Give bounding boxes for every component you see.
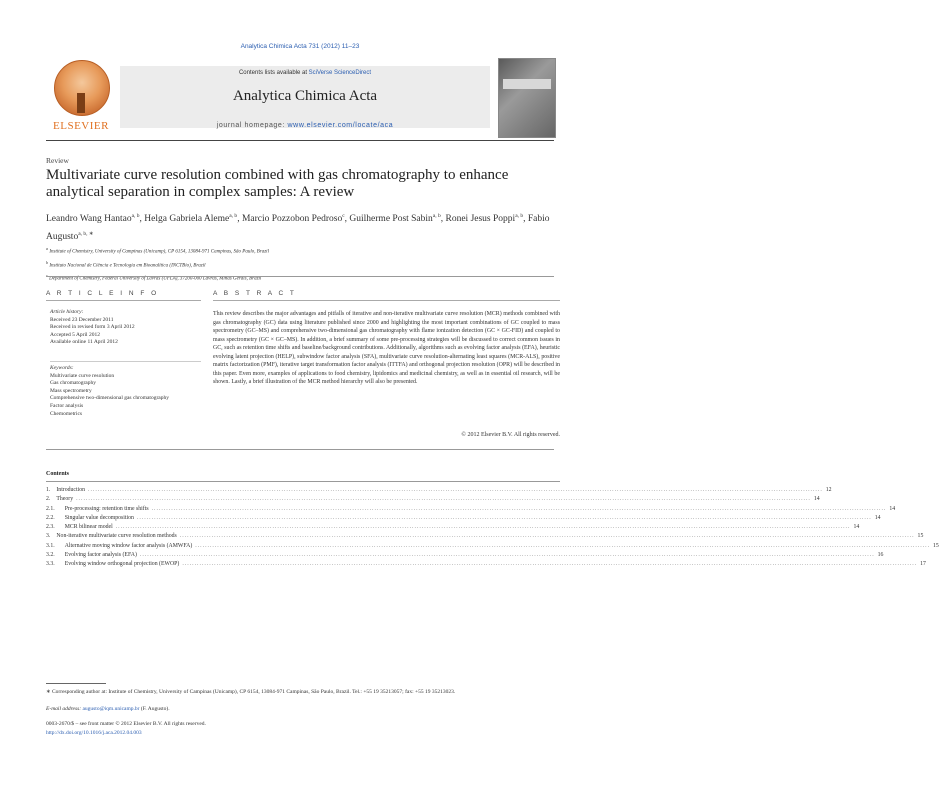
author-name[interactable]: Leandro Wang Hantao [46, 214, 132, 225]
toc-number: 3.2. [46, 552, 55, 559]
toc-leader: ............................................................................................................................................................................................................................................................................................................ [195, 542, 931, 549]
toc-leader: ............................................................................................................................................................................................................................................................................................................ [179, 533, 915, 540]
article-title: Multivariate curve resolution combined with gas chromatography to enhance analytical separation in complex samples: A review [46, 167, 509, 200]
toc-entry[interactable] [46, 524, 860, 533]
toc-number: 3.3. [46, 561, 55, 568]
abstract-rule [213, 300, 560, 301]
homepage-prefix: journal homepage: [216, 122, 288, 129]
toc-entry[interactable] [46, 533, 924, 542]
toc-page-number: 14 [889, 505, 896, 512]
toc-entry[interactable] [46, 552, 884, 561]
toc-number: 2.1. [46, 505, 55, 512]
doi-link[interactable]: http://dx.doi.org/10.1016/j.aca.2012.04.003 [46, 730, 142, 736]
abstract-text: This review describes the major advantages and pitfalls of iterative and non-iterative multivariate curve resolution (MCR) methods combined with gas chromatography (GC) data using literature published since 2000 and highlighting the most important combinations of GC coupled to mass spectrometry (GC–MS) and comprehensive two-dimensional gas chromatography with flame ionization detection (GC × GC-FID) and coupled to mass spectrometry (GC × GC–MS). In addition, a brief summary of some pre-processing strategies will be discussed to correct common issues in GC, such as retention time shifts and baseline/background contributions. Additionally, algorithms such as evolving factor analysis (EFA), heuristic evolving latent projection (HELP), subwindow factor analysis (SFA), multivariate curve resolution-alternating least squares (MCR-ALS), positive matrix factorization (PMF), iterative target transformation factor analysis (ITTFA) and orthogonal projection resolution (OPR) will be described in this paper. Even more, examples of applications to food chemistry, lipidomics and medicinal chemistry, as well as in essential oil research, will be shown. Lastly, a brief illustration of the MCR method hierarchy will also be presented. [213, 311, 560, 386]
keywords-rule [50, 361, 201, 362]
author-name[interactable]: Guilherme Post Sabin [349, 214, 433, 225]
toc-entry[interactable] [46, 561, 926, 570]
contents-availability [120, 70, 490, 76]
toc-title[interactable]: Theory [56, 496, 74, 503]
keyword-item: Mass spectrometry [50, 387, 92, 394]
issn-line: 0003-2670/$ – see front matter © 2012 Elsevier B.V. All rights reserved. [46, 721, 206, 727]
toc-number: 1. [46, 487, 51, 493]
toc-entry[interactable] [46, 514, 881, 524]
keyword-item: Multivariate curve resolution [50, 372, 115, 379]
toc-page-number: 17 [920, 561, 926, 568]
history-item: Received 23 December 2011 [50, 316, 114, 323]
article-info-rule [46, 300, 201, 301]
keyword-item: Chemometrics [50, 410, 83, 417]
author-name[interactable]: Marcio Pozzobon Pedroso [241, 214, 343, 225]
toc-page-number: 14 [853, 524, 860, 531]
journal-title: Analytica Chimica Acta [232, 88, 378, 104]
toc-number: 2. [46, 496, 51, 503]
keyword-item: Factor analysis [50, 402, 84, 409]
author-affiliation-mark[interactable]: a, b [131, 213, 140, 219]
affiliation [46, 258, 556, 272]
keywords [50, 365, 200, 418]
publisher-logo-text: ELSEVIER [53, 120, 109, 132]
elsevier-logo [46, 58, 116, 136]
affiliation-text: Instituto Nacional de Ciência e Tecnologia em Bioanalítica (INCTBio), Brazil [48, 263, 206, 269]
toc-entry[interactable] [46, 505, 896, 515]
article-type: Review [46, 156, 69, 165]
toc-page-number: 15 [917, 533, 924, 540]
author-affiliation-mark[interactable]: a, b, ∗ [78, 231, 94, 238]
toc-leader: ............................................................................................................................................................................................................................................................................................................ [76, 496, 811, 503]
author-affiliation-mark[interactable]: c [342, 213, 345, 219]
affiliation [46, 271, 556, 285]
header-divider [46, 140, 554, 141]
toc-page-number: 14 [874, 514, 881, 521]
history-list [50, 317, 200, 347]
keyword-list [50, 373, 200, 419]
toc-number: 2.2. [46, 514, 55, 521]
toc-title[interactable]: MCR bilinear model [64, 524, 113, 531]
affiliation-text: Department of Chemistry, Federal University of Lavras (UFLA), 37200-000 Lavras, Minas Gerais, Brazil [47, 276, 262, 282]
toc-title[interactable]: Non-iterative multivariate curve resolution methods [56, 533, 177, 540]
toc-leader: ............................................................................................................................................................................................................................................................................................................ [136, 514, 872, 521]
toc-title[interactable]: Singular value decomposition [64, 514, 134, 521]
contents-rule [46, 481, 560, 482]
toc-page-number: 16 [877, 552, 884, 559]
toc-leader: ............................................................................................................................................................................................................................................................................................................ [182, 561, 918, 568]
toc-leader: ............................................................................................................................................................................................................................................................................................................ [151, 505, 887, 512]
email-suffix: (F. Augusto). [139, 706, 170, 712]
toc-title[interactable]: Alternative moving window factor analysis (AMWFA) [64, 542, 193, 549]
affiliation-mark: b [46, 259, 49, 265]
footnote-rule [46, 683, 106, 684]
tree-trunk-icon [77, 93, 85, 113]
toc-number: 3.1. [46, 542, 55, 549]
toc-title[interactable]: Introduction [56, 487, 86, 493]
contents-prefix: Contents lists available at [238, 70, 309, 76]
copyright-notice: © 2012 Elsevier B.V. All rights reserved. [461, 432, 560, 438]
affiliation-mark: a [46, 246, 49, 251]
author-affiliation-mark[interactable]: a, b [229, 213, 238, 219]
affiliation-list [46, 244, 556, 285]
section-divider [46, 276, 554, 277]
toc-leader: ............................................................................................................................................................................................................................................................................................................ [139, 552, 875, 559]
article-history [50, 309, 200, 347]
author-affiliation-mark[interactable]: a, b [515, 213, 524, 219]
toc-page-number: 14 [813, 496, 820, 503]
affiliation [46, 244, 556, 258]
abstract-heading: A B S T R A C T [213, 290, 297, 297]
author-affiliation-mark[interactable]: a, b [432, 213, 441, 219]
journal-homepage [120, 122, 490, 129]
toc-entry[interactable] [46, 496, 820, 505]
author-name[interactable]: Helga Gabriela Aleme [144, 214, 230, 225]
history-label: Article history: [50, 309, 84, 315]
journal-banner [120, 66, 490, 128]
toc-title[interactable]: Evolving factor analysis (EFA) [64, 552, 137, 559]
email-note [46, 706, 556, 712]
corresponding-author-note: ∗ Corresponding author at: Institute of Chemistry, University of Campinas (Unicamp), CP 6154, 13084-971 Campinas, São Paulo, Brazil. Tel.: +55 19 35213057; fax: +55 19 35213023. [46, 689, 456, 695]
keyword-item: Comprehensive two-dimensional gas chromatography [50, 395, 169, 402]
toc-number: 3. [46, 533, 51, 540]
homepage-link[interactable]: www.elsevier.com/locate/aca [287, 122, 394, 129]
author-name[interactable]: Fabio Augusto [46, 214, 550, 243]
article-info-heading: A R T I C L E I N F O [46, 290, 159, 297]
toc-leader: ............................................................................................................................................................................................................................................................................................................ [115, 524, 851, 531]
toc-leader: ............................................................................................................................................................................................................................................................................................................ [88, 487, 823, 493]
toc-entry[interactable] [46, 542, 939, 552]
author-name[interactable]: Ronei Jesus Poppi [445, 214, 516, 225]
toc-title[interactable]: Pre-processing: retention time shifts [64, 505, 149, 512]
toc-title[interactable]: Evolving window orthogonal projection (EWOP) [64, 561, 180, 568]
keywords-label: Keywords: [50, 365, 74, 371]
toc-number: 2.3. [46, 524, 55, 531]
sciencedirect-link[interactable]: SciVerse ScienceDirect [308, 70, 372, 76]
history-item: Available online 11 April 2012 [50, 339, 118, 346]
journal-header [46, 58, 554, 138]
contents-heading: Contents [46, 471, 70, 477]
history-item: Accepted 5 April 2012 [50, 331, 100, 338]
author-list: Leandro Wang Hantao$^{a, b}$, Helga Gabriela Aleme$^{a, b}$, Marcio Pozzobon Pedroso$^c$, Guilherme Post Sabin$^{a, b}$, Ronei Jesus Poppi$^{a, b}$, Fabio Augusto$^{a, b, ∗}$ [46, 213, 550, 243]
history-item: Received in revised form 3 April 2012 [50, 324, 135, 331]
email-link[interactable]: augusto@iqm.unicamp.br [82, 706, 140, 712]
affiliation-text: Institute of Chemistry, University of Campinas (Unicamp), CP 6154, 13084-971 Campinas, São Paulo, Brazil [48, 249, 269, 255]
email-label: E-mail address: [46, 706, 83, 712]
toc-page-number: 15 [933, 542, 939, 549]
journal-reference[interactable]: Analytica Chimica Acta 731 (2012) 11–23 [240, 43, 360, 50]
keyword-item: Gas chromatography [50, 380, 96, 387]
abstract-bottom-rule [46, 449, 554, 450]
cover-label [503, 79, 551, 89]
table-of-contents [46, 487, 939, 571]
journal-cover-image [498, 58, 556, 138]
toc-entry[interactable] [46, 487, 832, 496]
toc-page-number: 12 [825, 487, 832, 493]
